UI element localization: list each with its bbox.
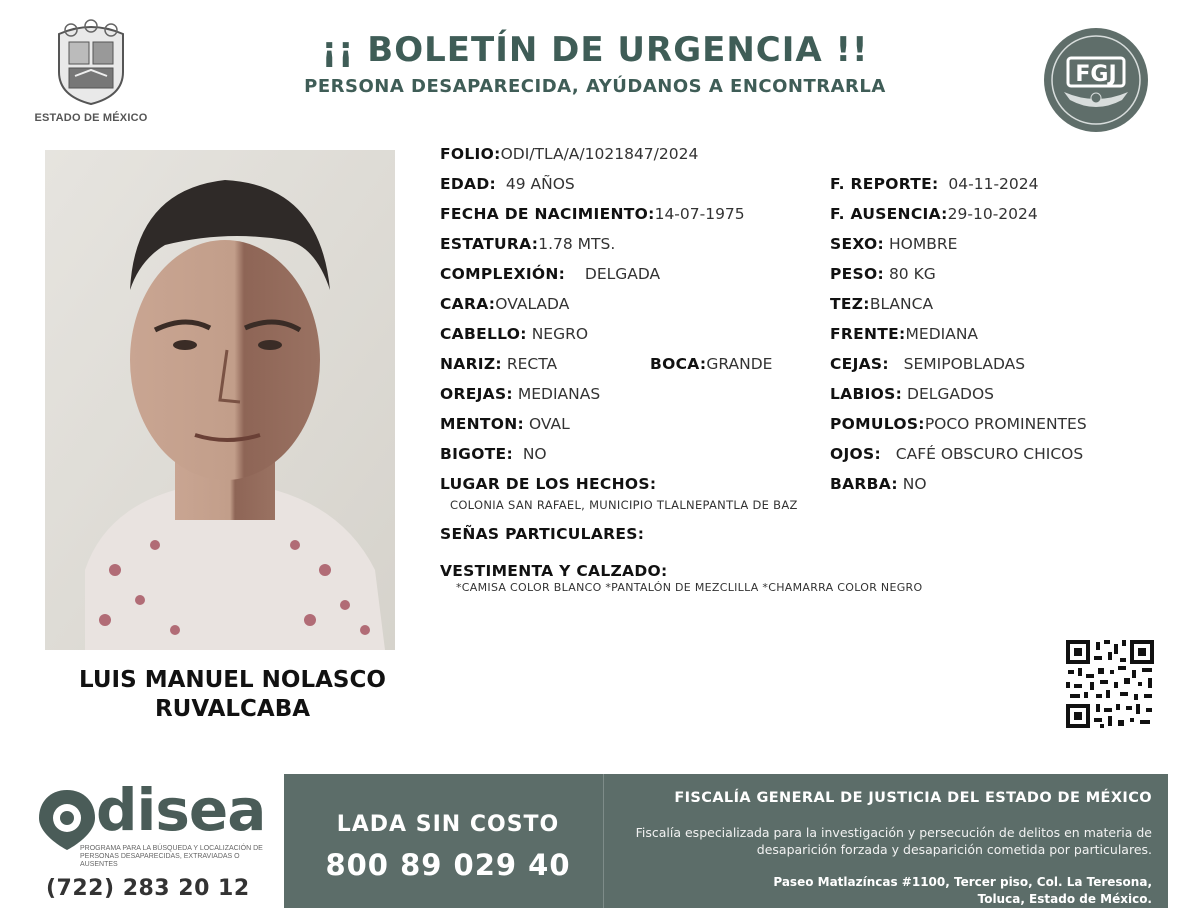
field-folio: FOLIO:ODI/TLA/A/1021847/2024 — [440, 145, 699, 163]
odisea-phone[interactable]: (722) 283 20 12 — [46, 876, 250, 901]
field-frente: FRENTE:MEDIANA — [830, 325, 979, 343]
field-nariz: NARIZ: RECTA — [440, 355, 558, 373]
field-cabello: CABELLO: NEGRO — [440, 325, 589, 343]
qr-code-icon[interactable] — [1064, 638, 1156, 730]
field-barba: BARBA: NO — [830, 475, 927, 493]
address-line2: Toluca, Estado de México. — [977, 892, 1152, 906]
field-lugar-label: LUGAR DE LOS HECHOS: — [440, 475, 657, 493]
bulletin-subtitle: PERSONA DESAPARECIDA, AYÚDANOS A ENCONTRARLA — [304, 76, 886, 97]
person-name — [40, 666, 425, 724]
field-bigote: BIGOTE: NO — [440, 445, 547, 463]
odisea-description: PROGRAMA PARA LA BÚSQUEDA Y LOCALIZACIÓN DE PERSONAS DESAPARECIDAS, EXTRAVIADAS O AUSENTES — [80, 845, 263, 868]
field-menton: MENTON: OVAL — [440, 415, 570, 433]
footer-hotline — [284, 774, 604, 908]
field-f-ausencia: F. AUSENCIA:29-10-2024 — [830, 205, 1038, 223]
bulletin-title: ¡¡ BOLETÍN DE URGENCIA !! — [321, 30, 869, 70]
field-vestimenta-label: VESTIMENTA Y CALZADO: — [440, 562, 668, 580]
fgj-logo-text: FGJ — [1075, 62, 1117, 87]
person-name-line1: LUIS MANUEL NOLASCO — [79, 667, 386, 693]
field-cejas: CEJAS: SEMIPOBLADAS — [830, 355, 1026, 373]
odisea-wordmark: disea — [96, 776, 266, 844]
fiscalia-description: Fiscalía especializada para la investigación y persecución de delitos en materia de desaparición forzada y desaparición cometida por particulares. — [635, 825, 1152, 857]
field-boca: BOCA:GRANDE — [650, 355, 773, 373]
lada-number[interactable]: 800 89 029 40 — [325, 848, 571, 882]
state-label: ESTADO DE MÉXICO — [34, 112, 148, 124]
person-photo — [45, 150, 395, 650]
state-emblem-icon — [49, 18, 133, 106]
fiscalia-title: FISCALÍA GENERAL DE JUSTICIA DEL ESTADO DE MÉXICO — [674, 790, 1152, 806]
field-cara: CARA:OVALADA — [440, 295, 570, 313]
field-edad: EDAD: 49 AÑOS — [440, 175, 575, 193]
field-labios: LABIOS: DELGADOS — [830, 385, 994, 403]
field-peso: PESO: 80 KG — [830, 265, 936, 283]
field-senas-label: SEÑAS PARTICULARES: — [440, 525, 645, 543]
address-line1: Paseo Matlazíncas #1100, Tercer piso, Col. La Teresona, — [773, 875, 1152, 889]
field-vestimenta-value: *CAMISA COLOR BLANCO *PANTALÓN DE MEZCLILLA *CHAMARRA COLOR NEGRO — [456, 581, 923, 594]
field-fecha-nacimiento: FECHA DE NACIMIENTO:14-07-1975 — [440, 205, 745, 223]
person-name-line2: RUVALCABA — [154, 696, 311, 722]
field-orejas: OREJAS: MEDIANAS — [440, 385, 601, 403]
field-sexo: SEXO: HOMBRE — [830, 235, 958, 253]
lada-label: LADA SIN COSTO — [336, 812, 560, 837]
odisea-location-pin-icon — [36, 788, 98, 852]
state-emblem — [28, 18, 154, 124]
fgj-seal-icon — [1042, 26, 1150, 134]
fiscalia-address — [592, 874, 1152, 908]
field-lugar-value: COLONIA SAN RAFAEL, MUNICIPIO TLALNEPANTLA DE BAZ — [450, 498, 798, 512]
field-tez: TEZ:BLANCA — [830, 295, 934, 313]
footer-bar — [284, 774, 1168, 908]
field-estatura: ESTATURA:1.78 MTS. — [440, 235, 616, 253]
field-ojos: OJOS: CAFÉ OBSCURO CHICOS — [830, 445, 1084, 463]
field-f-reporte: F. REPORTE: 04-11-2024 — [830, 175, 1039, 193]
field-pomulos: POMULOS:POCO PROMINENTES — [830, 415, 1087, 433]
field-complexion: COMPLEXIÓN: DELGADA — [440, 265, 661, 283]
